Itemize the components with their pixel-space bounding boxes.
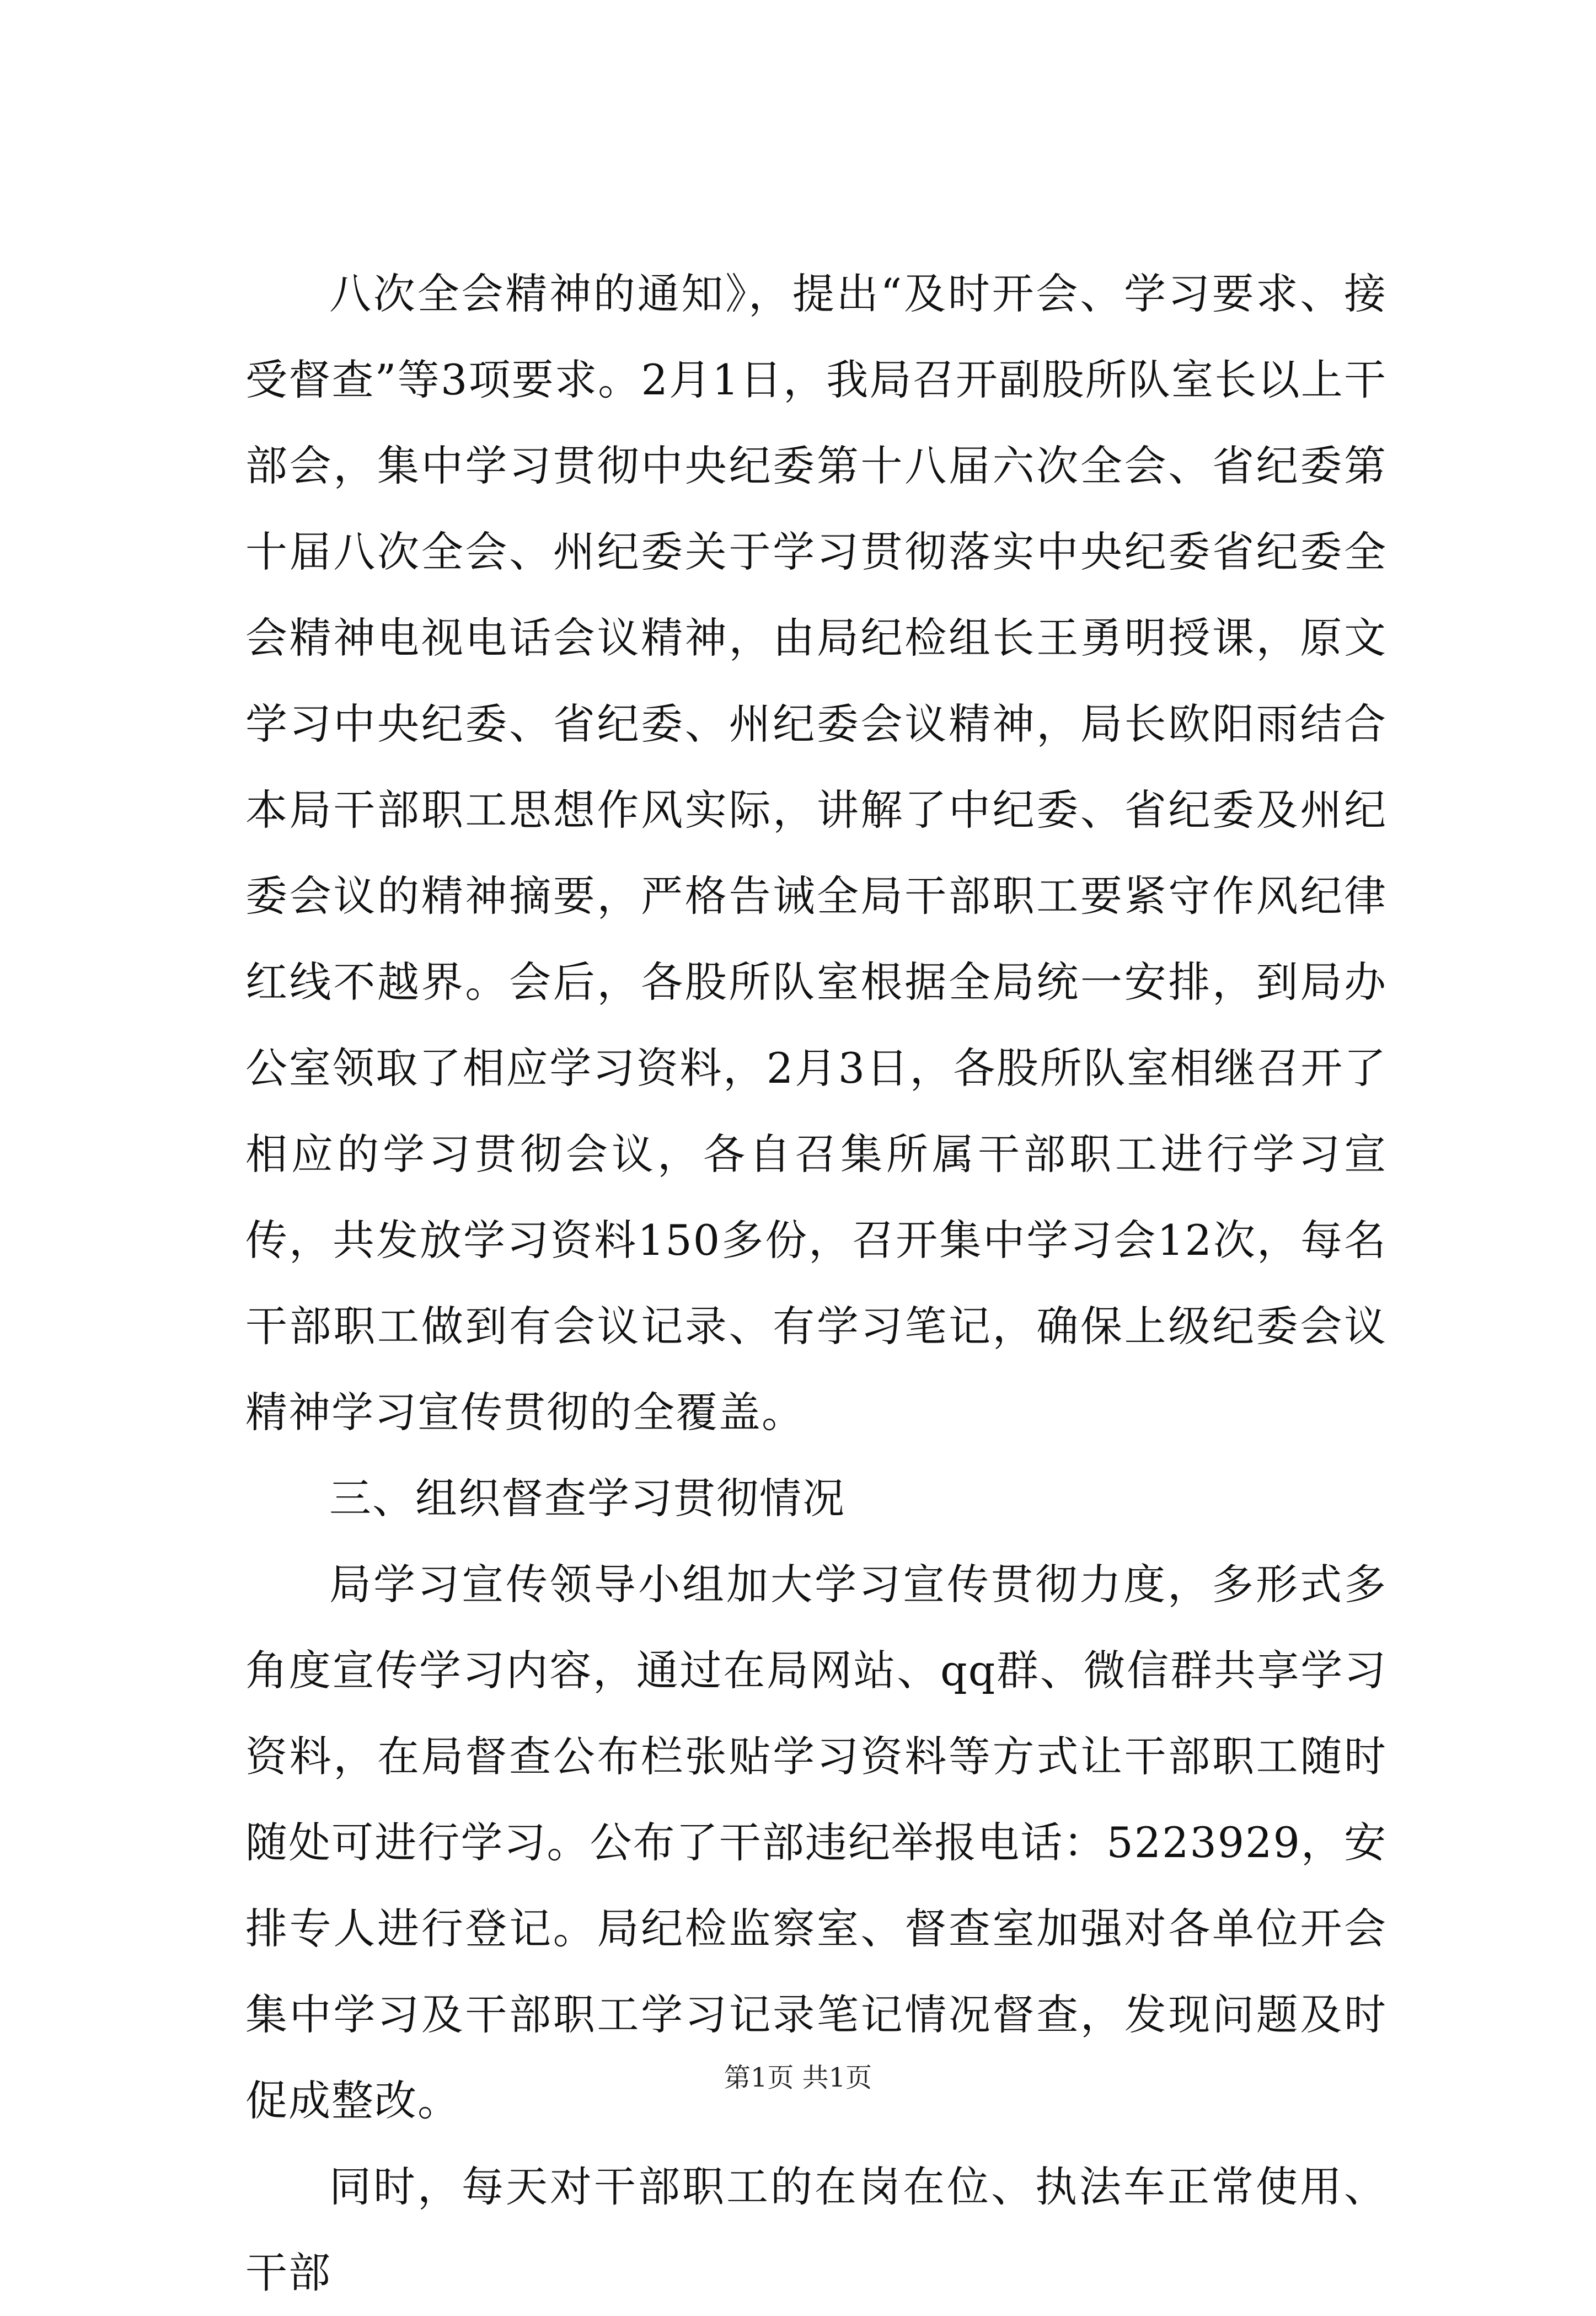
document-body [245, 251, 1387, 2316]
paragraph-daily-checks: 同时，每天对干部职工的在岗在位、执法车正常使用、干部 [245, 2162, 1387, 2297]
page-footer: 第1页 共1页 [724, 2062, 872, 2093]
paragraph-meeting-study: 八次全会精神的通知》，提出“及时开会、学习要求、接受督查”等3项要求。2月1日，我局召开副股所队室长以上干部会，集中学习贯彻中央纪委第十八届六次全会、省纪委第十届八次全会、州纪委关于学习贯彻落实中央纪委省纪委全会精神电视电话会议精神，由局纪检组长王勇明授课，原文学习中央纪委、省纪委、州纪委会议精神，局长欧阳雨结合本局干部职工思想作风实际，讲解了中纪委、省纪委及州纪委会议的精神摘要，严格告诫全局干部职工要紧守作风纪律红线不越界。会后，各股所队室根据全局统一安排，到局办公室领取了相应学习资料，2月3日，各股所队室相继召开了相应的学习贯彻会议，各自召集所属干部职工进行学习宣传，共发放学习资料150多份，召开集中学习会12次，每名干部职工做到有会议记录、有学习笔记，确保上级纪委会议精神学习宣传贯彻的全覆盖。 [245, 269, 1387, 1437]
section-heading-supervision: 三、组织督查学习贯彻情况 [329, 1474, 845, 1523]
paragraph-supervision-details: 局学习宣传领导小组加大学习宣传贯彻力度，多形式多角度宣传学习内容，通过在局网站、qq群、微信群共享学习资料，在局督查公布栏张贴学习资料等方式让干部职工随时随处可进行学习。公布了干部违纪举报电话：5223929，安排专人进行登记。局纪检监察室、督查室加强对各单位开会集中学习及干部职工学习记录笔记情况督查，发现问题及时促成整改。 [245, 1560, 1387, 2125]
